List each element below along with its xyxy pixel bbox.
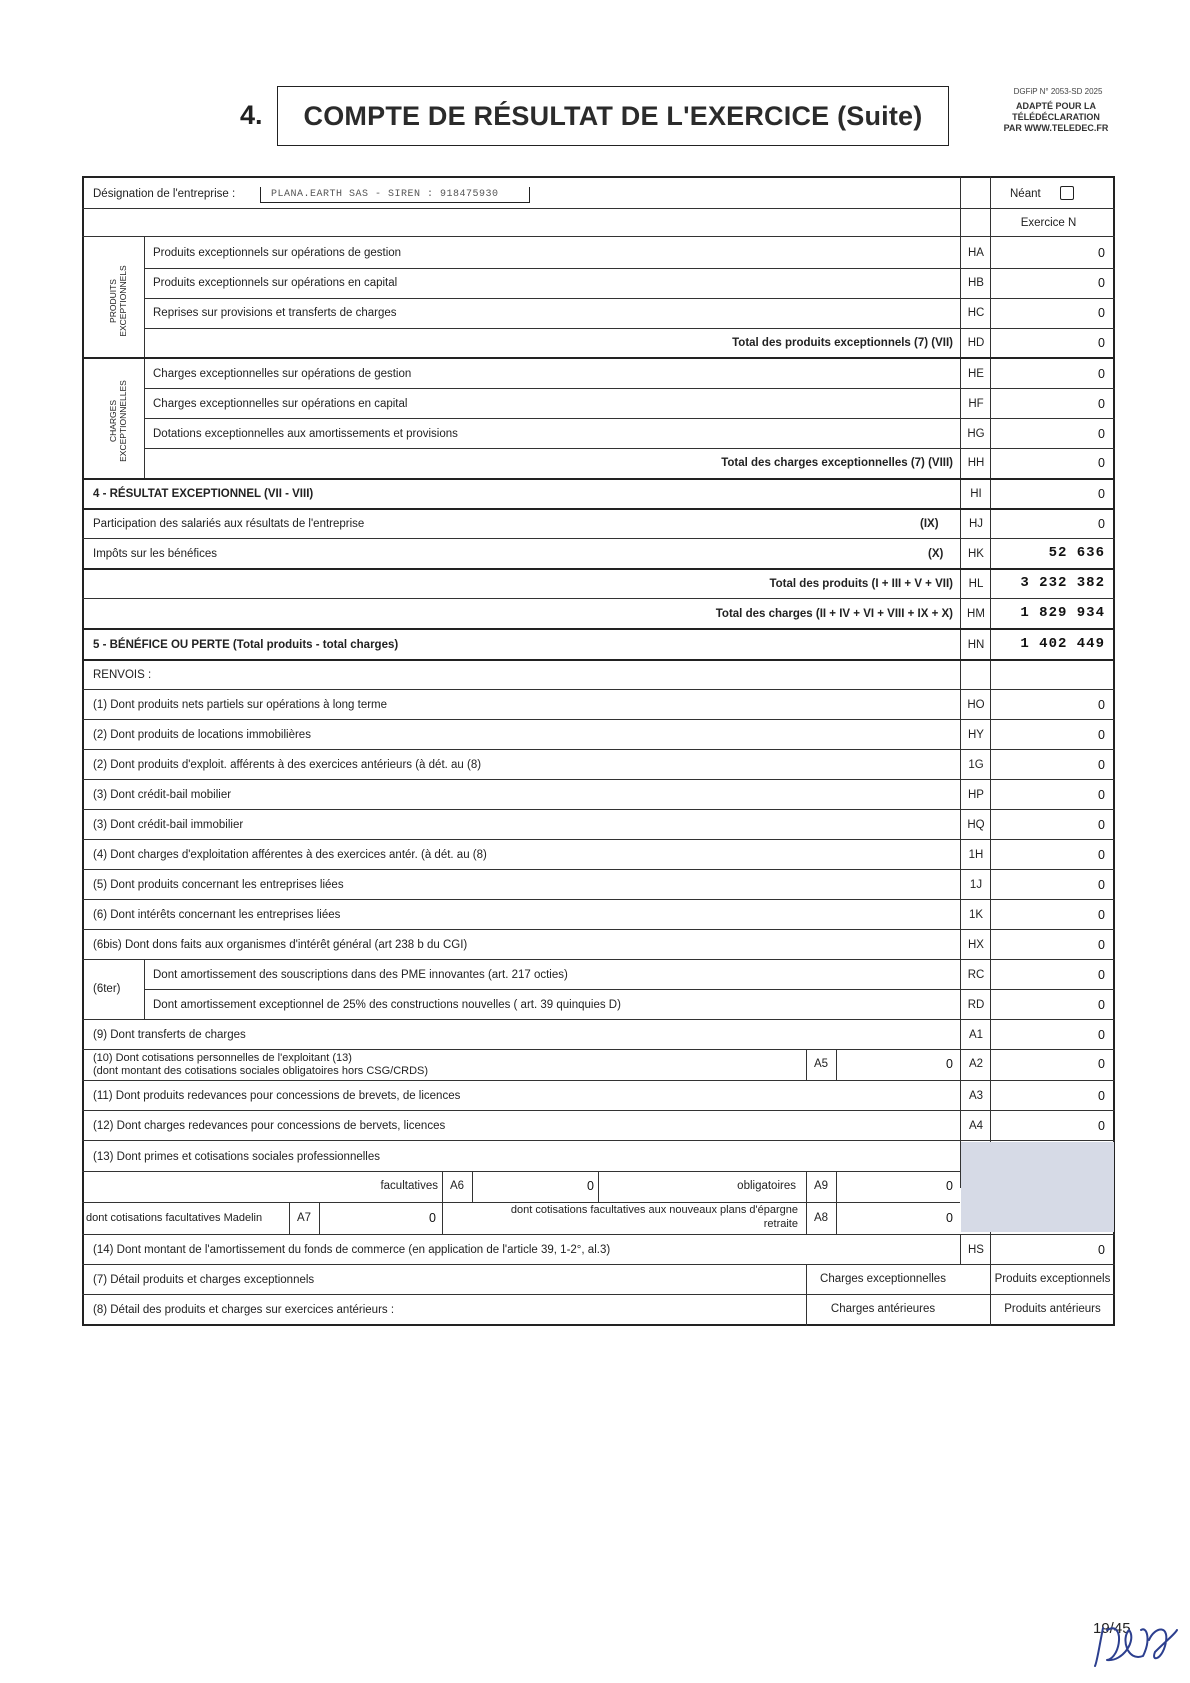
row-label-HC: Reprises sur provisions et transferts de charges	[153, 307, 397, 319]
detail7-charges-header: Charges exceptionnelles	[820, 1273, 946, 1285]
obligatoires-label: obligatoires	[737, 1180, 796, 1192]
value-HY[interactable]: 0	[1098, 728, 1105, 742]
primes-title: (13) Dont primes et cotisations sociales professionnelles	[93, 1151, 380, 1163]
detail7-produits-header: Produits exceptionnels	[994, 1273, 1111, 1285]
page-title: COMPTE DE RÉSULTAT DE L'EXERCICE (Suite)	[303, 100, 923, 131]
code-HB: HB	[968, 277, 984, 289]
code-HA: HA	[968, 247, 984, 259]
value-HX[interactable]: 0	[1098, 938, 1105, 952]
code-HQ: HQ	[967, 819, 985, 831]
code-HX: HX	[968, 939, 984, 951]
code-RC: RC	[967, 969, 985, 981]
value-HN[interactable]: 1 402 449	[1020, 636, 1105, 652]
value-HK[interactable]: 52 636	[1048, 545, 1105, 561]
adapted-notice	[986, 101, 1126, 134]
row-label-HD: Total des produits exceptionnels (7) (VII)	[732, 337, 953, 349]
value-1G[interactable]: 0	[1098, 758, 1105, 772]
code-1K: 1K	[968, 909, 984, 921]
value-A1[interactable]: 0	[1098, 1028, 1105, 1042]
code-HK: HK	[968, 548, 984, 560]
code-A9: A9	[813, 1180, 829, 1192]
row-label-HH: Total des charges exceptionnelles (7) (VIII)	[721, 457, 953, 469]
row-label-HL: Total des produits (I + III + V + VII)	[769, 578, 953, 590]
row-label-HB: Produits exceptionnels sur opérations en capital	[153, 277, 398, 289]
code-A8: A8	[813, 1212, 829, 1224]
row-label-HM: Total des charges (II + IV + VI + VIII + IX + X)	[715, 608, 953, 620]
code-HY: HY	[968, 729, 984, 741]
code-A4: A4	[968, 1120, 984, 1132]
value-A3[interactable]: 0	[1098, 1089, 1105, 1103]
code-1H: 1H	[968, 849, 984, 861]
code-A1: A1	[968, 1029, 984, 1041]
code-HS: HS	[968, 1244, 984, 1256]
value-HG[interactable]: 0	[1098, 427, 1105, 441]
row-label-HP: (3) Dont crédit-bail mobilier	[93, 789, 232, 801]
code-HG: HG	[967, 428, 985, 440]
value-HC[interactable]: 0	[1098, 306, 1105, 320]
value-HL[interactable]: 3 232 382	[1020, 575, 1105, 591]
row-label-1G: (2) Dont produits d'exploit. afférents à des exercices antérieurs (à dét. au (8)	[93, 759, 482, 771]
value-RC[interactable]: 0	[1098, 968, 1105, 982]
code-A6: A6	[449, 1180, 465, 1192]
value-HP[interactable]: 0	[1098, 788, 1105, 802]
value-RD[interactable]: 0	[1098, 998, 1105, 1012]
code-1G: 1G	[968, 759, 984, 771]
row-label-1H: (4) Dont charges d'exploitation afférentes à des exercices antér. (à dét. au (8)	[93, 849, 487, 861]
code-HF: HF	[968, 398, 984, 410]
detail7-label: (7) Détail produits et charges exceptionnels	[93, 1274, 315, 1286]
sixter-label: (6ter)	[93, 983, 121, 995]
group-label-produits: PRODUITS EXCEPTIONNELS	[108, 265, 128, 337]
row-label-HS: (14) Dont montant de l'amortissement du fonds de commerce (en application de l'article 39, 1-2°, al.3)	[93, 1244, 611, 1256]
column-header-exercice: Exercice N	[1020, 217, 1077, 229]
code-A2: A2	[968, 1058, 984, 1070]
value-HD[interactable]: 0	[1098, 336, 1105, 350]
code-HH: HH	[967, 457, 985, 469]
value-1K[interactable]: 0	[1098, 908, 1105, 922]
value-HB[interactable]: 0	[1098, 276, 1105, 290]
group-label-charges: CHARGES EXCEPTIONNELLES	[108, 380, 128, 462]
value-HF[interactable]: 0	[1098, 397, 1105, 411]
roman-HK: (X)	[928, 548, 944, 560]
section-number: 4.	[240, 100, 263, 130]
row-label-HY: (2) Dont produits de locations immobilières	[93, 729, 311, 741]
code-A7: A7	[296, 1212, 312, 1224]
row-label-HA: Produits exceptionnels sur opérations de gestion	[153, 247, 402, 259]
row-label-HK: Impôts sur les bénéfices	[93, 548, 218, 560]
row-label-HN: 5 - BÉNÉFICE OU PERTE (Total produits - total charges)	[93, 639, 399, 651]
facultatives-label: facultatives	[380, 1180, 438, 1192]
code-HL: HL	[968, 578, 984, 590]
value-HA[interactable]: 0	[1098, 246, 1105, 260]
adapted-line-3: PAR WWW.TELEDEC.FR	[1003, 123, 1109, 133]
code-HN: HN	[967, 639, 985, 651]
code-1J: 1J	[969, 879, 983, 891]
shaded-area	[961, 1142, 1114, 1232]
code-RD: RD	[967, 999, 985, 1011]
code-HI: HI	[970, 488, 982, 500]
code-HM: HM	[967, 608, 985, 620]
code-A3: A3	[968, 1090, 984, 1102]
value-A7[interactable]: 0	[429, 1211, 436, 1225]
renvois-title: RENVOIS :	[93, 669, 152, 681]
value-A8[interactable]: 0	[946, 1211, 953, 1225]
row-label-1K: (6) Dont intérêts concernant les entreprises liées	[93, 909, 341, 921]
company-name-field[interactable]: PLANA.EARTH SAS - SIREN : 918475930	[260, 187, 530, 203]
detail8-label: (8) Détail des produits et charges sur exercices antérieurs :	[93, 1304, 395, 1316]
value-HJ[interactable]: 0	[1098, 517, 1105, 531]
code-HC: HC	[967, 307, 985, 319]
code-HD: HD	[967, 337, 985, 349]
value-A5[interactable]: 0	[946, 1057, 953, 1071]
company-label: Désignation de l'entreprise :	[93, 188, 236, 200]
roman-HJ: (IX)	[920, 518, 939, 530]
handwritten-signature	[1085, 1600, 1180, 1670]
value-HQ[interactable]: 0	[1098, 818, 1105, 832]
code-HP: HP	[968, 789, 984, 801]
code-HJ: HJ	[968, 518, 984, 530]
row-label-HI: 4 - RÉSULTAT EXCEPTIONNEL (VII - VIII)	[93, 488, 314, 500]
row-label-RD: Dont amortissement exceptionnel de 25% des constructions nouvelles ( art. 39 quinquies D)	[153, 999, 621, 1011]
row-label-HJ: Participation des salariés aux résultats de l'entreprise	[93, 518, 365, 530]
value-HM[interactable]: 1 829 934	[1020, 605, 1105, 621]
row-label-A3: (11) Dont produits redevances pour concessions de brevets, de licences	[93, 1090, 461, 1102]
row-label-HO: (1) Dont produits nets partiels sur opérations à long terme	[93, 699, 388, 711]
row-label-1J: (5) Dont produits concernant les entreprises liées	[93, 879, 344, 891]
row-label-A4: (12) Dont charges redevances pour concessions de bervets, licences	[93, 1120, 446, 1132]
detail8-produits-header: Produits antérieurs	[1004, 1303, 1101, 1315]
row-label-A1: (9) Dont transferts de charges	[93, 1029, 246, 1041]
form-reference: DGFiP N° 2053-SD 2025	[1013, 87, 1103, 96]
value-HO[interactable]: 0	[1098, 698, 1105, 712]
row-label-HG: Dotations exceptionnelles aux amortissements et provisions	[153, 428, 458, 440]
value-A9[interactable]: 0	[946, 1179, 953, 1193]
code-A5: A5	[813, 1058, 829, 1070]
neant-label: Néant	[1010, 188, 1041, 200]
neant-checkbox[interactable]	[1060, 186, 1074, 200]
madelin-label: dont cotisations facultatives Madelin	[86, 1212, 263, 1224]
value-1J[interactable]: 0	[1098, 878, 1105, 892]
row-label-HX: (6bis) Dont dons faits aux organismes d'intérêt général (art 238 b du CGI)	[93, 939, 468, 951]
row-label-A2: (10) Dont cotisations personnelles de l'exploitant (13) (dont montant des cotisations sociales obligatoires hors CSG/CRDS)	[93, 1052, 429, 1077]
title-box	[277, 86, 949, 146]
epargne-label: dont cotisations facultatives aux nouveaux plans d'épargne retraite	[510, 1204, 798, 1230]
row-label-HF: Charges exceptionnelles sur opérations en capital	[153, 398, 408, 410]
value-A4[interactable]: 0	[1098, 1119, 1105, 1133]
value-HS[interactable]: 0	[1098, 1243, 1105, 1257]
adapted-line-1: ADAPTÉ POUR LA	[1015, 101, 1096, 111]
detail8-charges-header: Charges antérieures	[830, 1303, 936, 1315]
code-HO: HO	[967, 699, 985, 711]
code-HE: HE	[968, 368, 984, 380]
value-A2[interactable]: 0	[1098, 1057, 1105, 1071]
adapted-line-2: TÉLÉDÉCLARATION	[1012, 112, 1100, 122]
value-HI[interactable]: 0	[1098, 487, 1105, 501]
row-label-HE: Charges exceptionnelles sur opérations de gestion	[153, 368, 412, 380]
row-label-HQ: (3) Dont crédit-bail immobilier	[93, 819, 244, 831]
value-HE[interactable]: 0	[1098, 367, 1105, 381]
value-A6[interactable]: 0	[587, 1179, 594, 1193]
page-number: 19/45	[1093, 1620, 1131, 1637]
row-label-RC: Dont amortissement des souscriptions dans des PME innovantes (art. 217 octies)	[153, 969, 568, 981]
value-1H[interactable]: 0	[1098, 848, 1105, 862]
value-HH[interactable]: 0	[1098, 456, 1105, 470]
